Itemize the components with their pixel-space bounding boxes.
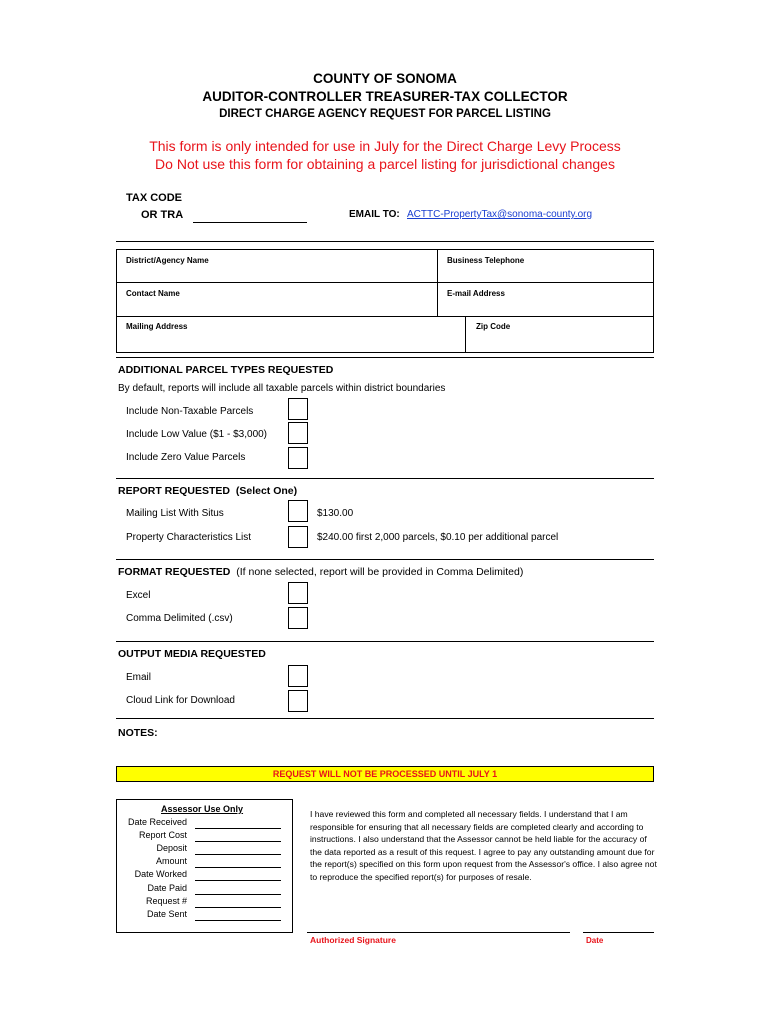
report-subtitle: (Select One) — [235, 485, 298, 497]
email-to-label: EMAIL TO: — [349, 209, 400, 220]
signature-line[interactable] — [307, 932, 570, 933]
department-title: AUDITOR-CONTROLLER TREASURER-TAX COLLECTOR — [202, 89, 568, 104]
tax-code-input-line[interactable] — [193, 222, 307, 223]
non-taxable-checkbox[interactable] — [288, 398, 308, 420]
non-taxable-label: Include Non-Taxable Parcels — [126, 406, 254, 417]
phone-field[interactable] — [437, 249, 654, 283]
date-sent-label: Date Sent — [146, 909, 187, 919]
email-media-checkbox[interactable] — [288, 665, 308, 687]
format-title-text: FORMAT REQUESTED — [118, 566, 231, 578]
zero-value-label: Include Zero Value Parcels — [126, 452, 246, 463]
tra-label: OR TRA — [141, 209, 184, 221]
assessor-box — [116, 799, 293, 933]
low-value-checkbox[interactable] — [288, 422, 308, 444]
request-number-label: Request # — [145, 896, 187, 906]
property-char-checkbox[interactable] — [288, 526, 308, 548]
date-worked-label: Date Worked — [134, 869, 187, 879]
tax-code-label: TAX CODE — [126, 192, 183, 204]
section-divider — [116, 559, 654, 560]
cloud-link-label: Cloud Link for Download — [126, 695, 235, 706]
mailing-list-checkbox[interactable] — [288, 500, 308, 522]
email-field-label: E-mail Address — [447, 289, 505, 298]
zip-field[interactable] — [465, 316, 654, 353]
date-paid-label: Date Paid — [147, 883, 187, 893]
county-title: COUNTY OF SONOMA — [313, 71, 457, 86]
date-paid-line[interactable] — [195, 894, 281, 895]
mailing-label: Mailing Address — [126, 322, 188, 331]
info-top-rule — [116, 241, 654, 242]
warning-line-2: Do Not use this form for obtaining a parcel listing for jurisdictional changes — [155, 156, 615, 172]
low-value-label: Include Low Value ($1 - $3,000) — [126, 429, 268, 440]
email-media-label: Email — [126, 672, 152, 683]
date-received-label: Date Received — [127, 817, 187, 827]
report-cost-line[interactable] — [195, 841, 281, 842]
zip-label: Zip Code — [476, 322, 511, 331]
mailing-field[interactable] — [116, 316, 466, 353]
additional-title: ADDITIONAL PARCEL TYPES REQUESTED — [118, 364, 334, 376]
zero-value-checkbox[interactable] — [288, 447, 308, 469]
phone-label: Business Telephone — [447, 256, 525, 265]
report-title — [118, 485, 297, 497]
property-char-label: Property Characteristics List — [126, 532, 252, 543]
format-note: (If none selected, report will be provided in Comma Delimited) — [236, 566, 524, 578]
agreement-statement: I have reviewed this form and completed all necessary fields. I understand that I am responsible for ensuring that all necessary fields are completed clearly and according to instructions. I also understand that the Assessor cannot be held liable for the accuracy of the data reported as a result of this request. I agree to pay any outstanding amount due for the report(s) specified on this form upon request from the Assessor's office. I also agree not to reproduce the specified report(s) for purposes of resale. — [310, 809, 657, 882]
assessor-title: Assessor Use Only — [161, 804, 244, 814]
amount-line[interactable] — [195, 867, 281, 868]
mailing-list-price: $130.00 — [317, 508, 354, 519]
date-line[interactable] — [583, 932, 654, 933]
contact-field[interactable] — [116, 282, 438, 317]
additional-note: By default, reports will include all taxable parcels within district boundaries — [118, 383, 446, 394]
report-cost-label: Report Cost — [138, 830, 187, 840]
section-divider — [116, 641, 654, 642]
deposit-label: Deposit — [156, 843, 187, 853]
format-title — [118, 566, 523, 578]
csv-checkbox[interactable] — [288, 607, 308, 629]
csv-label: Comma Delimited (.csv) — [126, 613, 233, 624]
date-received-line[interactable] — [195, 828, 281, 829]
request-number-line[interactable] — [195, 907, 281, 908]
amount-label: Amount — [155, 856, 187, 866]
excel-checkbox[interactable] — [288, 582, 308, 604]
notes-label: NOTES: — [118, 727, 158, 739]
media-title: OUTPUT MEDIA REQUESTED — [118, 648, 266, 660]
excel-label: Excel — [126, 590, 151, 601]
authorized-signature-label: Authorized Signature — [310, 935, 396, 945]
email-field[interactable] — [437, 282, 654, 317]
form-title: DIRECT CHARGE AGENCY REQUEST FOR PARCEL LISTING — [219, 108, 551, 120]
property-char-price: $240.00 first 2,000 parcels, $0.10 per additional parcel — [317, 532, 559, 543]
district-label: District/Agency Name — [126, 256, 209, 265]
contact-label: Contact Name — [126, 289, 180, 298]
warning-line-1: This form is only intended for use in July for the Direct Charge Levy Process — [149, 138, 621, 154]
date-worked-line[interactable] — [195, 880, 281, 881]
mailing-list-label: Mailing List With Situs — [126, 508, 224, 519]
section-divider — [116, 357, 654, 358]
date-label: Date — [586, 936, 604, 945]
district-field[interactable] — [116, 249, 438, 283]
cloud-link-checkbox[interactable] — [288, 690, 308, 712]
deposit-line[interactable] — [195, 854, 281, 855]
date-sent-line[interactable] — [195, 920, 281, 921]
section-divider — [116, 718, 654, 719]
email-link[interactable]: ACTTC-PropertyTax@sonoma-county.org — [407, 209, 593, 220]
section-divider — [116, 478, 654, 479]
report-title-text: REPORT REQUESTED — [118, 485, 231, 497]
processing-banner: REQUEST WILL NOT BE PROCESSED UNTIL JULY 1 — [116, 766, 654, 782]
